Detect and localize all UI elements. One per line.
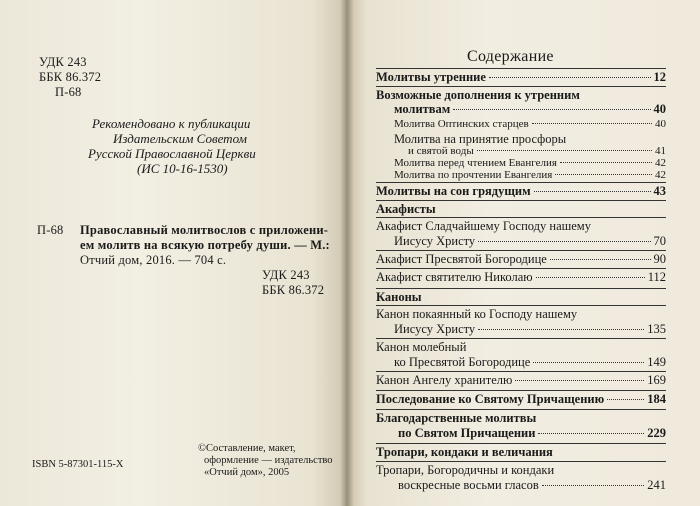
rule [376,250,666,251]
toc-row-optina[interactable]: Молитва Оптинских старцев 40 [394,118,666,130]
biblio-line-2-text: ем молитв на всякую потребу души. — М.: [80,238,330,252]
book-spine-shadow [340,0,354,506]
biblio-index: П-68 [37,223,64,237]
toc-row-thanksgiving-cont[interactable]: по Святом Причащении 229 [398,426,666,440]
toc-row-before-gospel[interactable]: Молитва перед чтением Евангелия 42 [394,157,666,169]
approval-line-3: Русской Православной Церкви [88,146,256,161]
bbk-code-2: ББК 86.372 [262,283,325,297]
left-page [0,0,346,506]
author-index: П-68 [55,85,82,99]
rule [376,338,666,339]
toc-row-canon-angel[interactable]: Канон Ангелу хранителю 169 [376,373,666,387]
rule [376,200,666,201]
toc-row-additions[interactable]: Возможные дополнения к утренним [376,88,580,102]
rule [376,86,666,87]
rule [376,182,666,183]
rule [376,217,666,218]
toc-row-after-gospel[interactable]: Молитва по прочтении Евангелия 42 [394,169,666,181]
biblio-line-2 [80,238,330,253]
toc-row-canon-repentance[interactable]: Канон покаянный ко Господу нашему [376,307,578,321]
toc-row-akathist-theotokos[interactable]: Акафист Пресвятой Богородице 90 [376,252,666,266]
toc-row-prosphora[interactable]: Молитва на принятие просфоры [394,132,567,146]
toc-row-communion[interactable]: Последование ко Святому Причащению 184 [376,392,666,406]
toc-row-canon-repentance-cont[interactable]: Иисусу Христу 135 [394,322,666,336]
rule [376,268,666,269]
rule-top [376,68,666,69]
bbk-code: ББК 86.372 [39,70,102,84]
toc-row-morning-prayers[interactable]: Молитвы утренние 12 [376,70,666,84]
rule [376,288,666,289]
isbn: ISBN 5-87301-115-X [32,459,124,470]
rule [376,443,666,444]
copyright-line-1: ©Составление, макет, [198,443,296,454]
biblio-line-1: Православный молитвослов с приложени- [80,223,329,237]
toc-row-troparia-sunday[interactable]: Тропари, Богородичны и кондаки [376,463,555,477]
approval-line-4: (ИС 10-16-1530) [137,161,228,176]
rule [376,390,666,391]
approval-line-2: Издательским Советом [113,131,247,146]
rule [376,461,666,462]
approval-line-1: Рекомендовано к публикации [92,116,251,131]
toc-row-prosphora-cont[interactable]: и святой воды 41 [408,145,666,157]
right-page [346,0,700,506]
toc-section-canons[interactable]: Каноны [376,290,422,304]
rule [376,409,666,410]
copyright-line-3: «Отчий дом», 2005 [204,467,290,478]
toc-row-canon-moleben-cont[interactable]: ко Пресвятой Богородице 149 [394,355,666,369]
toc-row-thanksgiving[interactable]: Благодарственные молитвы [376,411,537,425]
toc-row-akathist-christ[interactable]: Акафист Сладчайшему Господу нашему [376,219,591,233]
biblio-line-3: Отчий дом, 2016. — 704 с. [80,253,227,267]
toc-row-canon-moleben[interactable]: Канон молебный [376,340,467,354]
toc-row-evening-prayers[interactable]: Молитвы на сон грядущим 43 [376,184,666,198]
toc-row-troparia-sunday-cont[interactable]: воскресные восьми гласов 241 [398,478,666,492]
copyright-line-2: оформление — издательство [204,455,333,466]
toc-row-additions-cont[interactable]: молитвам 40 [394,102,666,116]
toc-section-troparia[interactable]: Тропари, кондаки и величания [376,445,553,459]
udk-code-2: УДК 243 [262,268,310,282]
toc-title: Содержание [467,48,554,65]
toc-row-akathist-nicholas[interactable]: Акафист святителю Николаю 112 [376,270,666,284]
toc-row-akathist-christ-cont[interactable]: Иисусу Христу 70 [394,234,666,248]
toc-section-akathists[interactable]: Акафисты [376,202,436,216]
udk-code: УДК 243 [39,55,87,69]
rule [376,305,666,306]
rule [376,371,666,372]
